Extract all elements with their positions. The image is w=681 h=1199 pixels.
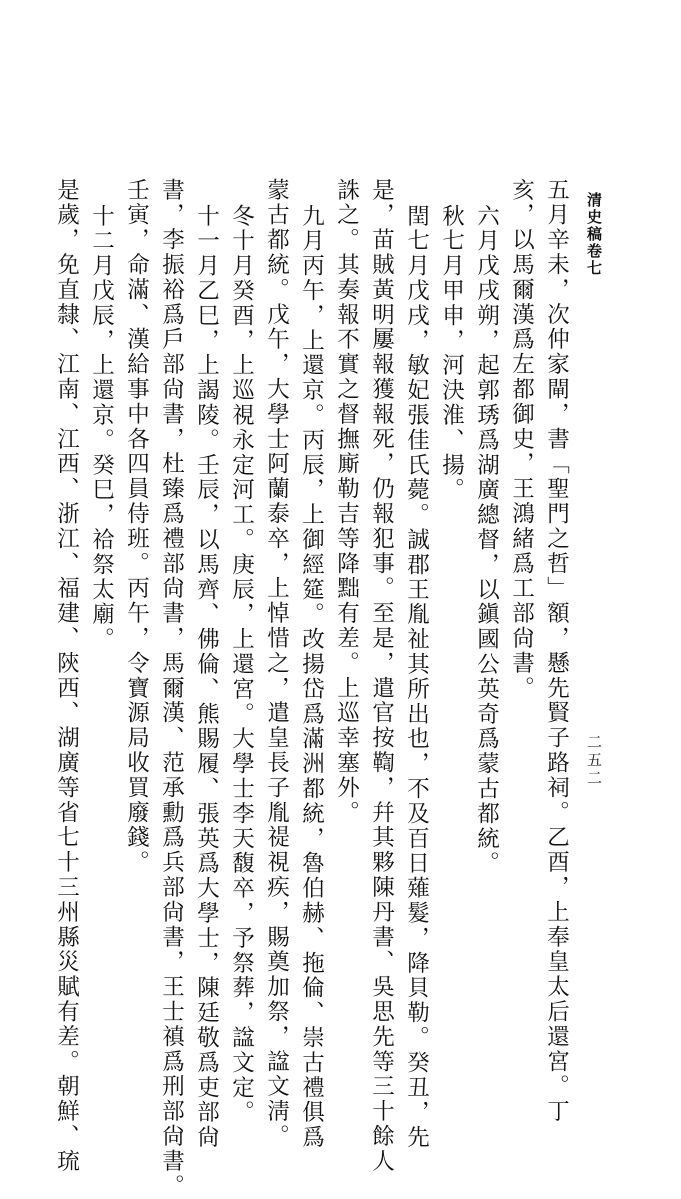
text-column: 六月戊戌朔，起郭琇爲湖廣總督，以鎭國公英奇爲蒙古都統。 <box>473 204 500 877</box>
text-column: 閏七月戊戌，敏妃張佳氏薨。誠郡王胤祉其所出也，不及百日薙髮，降貝勒。癸丑，先 <box>403 204 430 1151</box>
text-column: 十一月乙巳，上謁陵。壬辰，以馬齊、佛倫、熊賜履、張英爲大學士，陳廷敬爲吏部尙 <box>193 204 220 1151</box>
text-column: 蒙古都統。戊午，大學士阿蘭泰卒，上悼惜之，遣皇長子胤禔視疾，賜奠加祭，諡文淸。 <box>263 178 290 1150</box>
text-column: 是，苗賊黃明屢報獲報死，仍報犯事。至是，遣官按鞫，幷其夥陳丹書、吳思先等三十餘人 <box>368 178 395 1174</box>
text-column: 誅之。其奏報不實之督撫廝勒吉等降黜有差。上巡幸塞外。 <box>333 178 360 826</box>
text-column: 亥，以馬爾漢爲左都御史，王鴻緒爲工部尙書。 <box>508 178 535 701</box>
text-column: 壬寅，命滿、漢給事中各四員侍班。丙午，令寶源局收買廢錢。 <box>123 178 150 876</box>
text-column: 十二月戊辰，上還京。癸巳，祫祭太廟。 <box>88 204 115 653</box>
text-column: 是歲，免直隸、江南、江西、浙江、福建、陝西、湖廣等省七十三州縣災賦有差。朝鮮、琉 <box>53 178 80 1174</box>
page-number: 二五二 <box>585 734 603 788</box>
text-column: 秋七月甲申，河決淮、揚。 <box>438 204 465 503</box>
text-column: 九月丙午，上還京。丙辰，上御經筵。改揚岱爲滿洲都統，魯伯赫、拖倫、崇古禮俱爲 <box>298 204 325 1151</box>
text-column: 書，李振裕爲戶部尙書，杜臻爲禮部尙書，馬爾漢、范承勳爲兵部尙書，王士禛爲刑部尙書。 <box>158 178 185 1199</box>
text-column: 冬十月癸酉，上巡視永定河工。庚辰，上還宮。大學士李天馥卒，予祭葬，諡文定。 <box>228 204 255 1126</box>
book-title: 清史稿卷七 <box>585 192 603 277</box>
text-column: 五月辛未，次仲家閘，書「聖門之哲」額，懸先賢子路祠。乙酉，上奉皇太后還宮。丁 <box>543 178 570 1125</box>
